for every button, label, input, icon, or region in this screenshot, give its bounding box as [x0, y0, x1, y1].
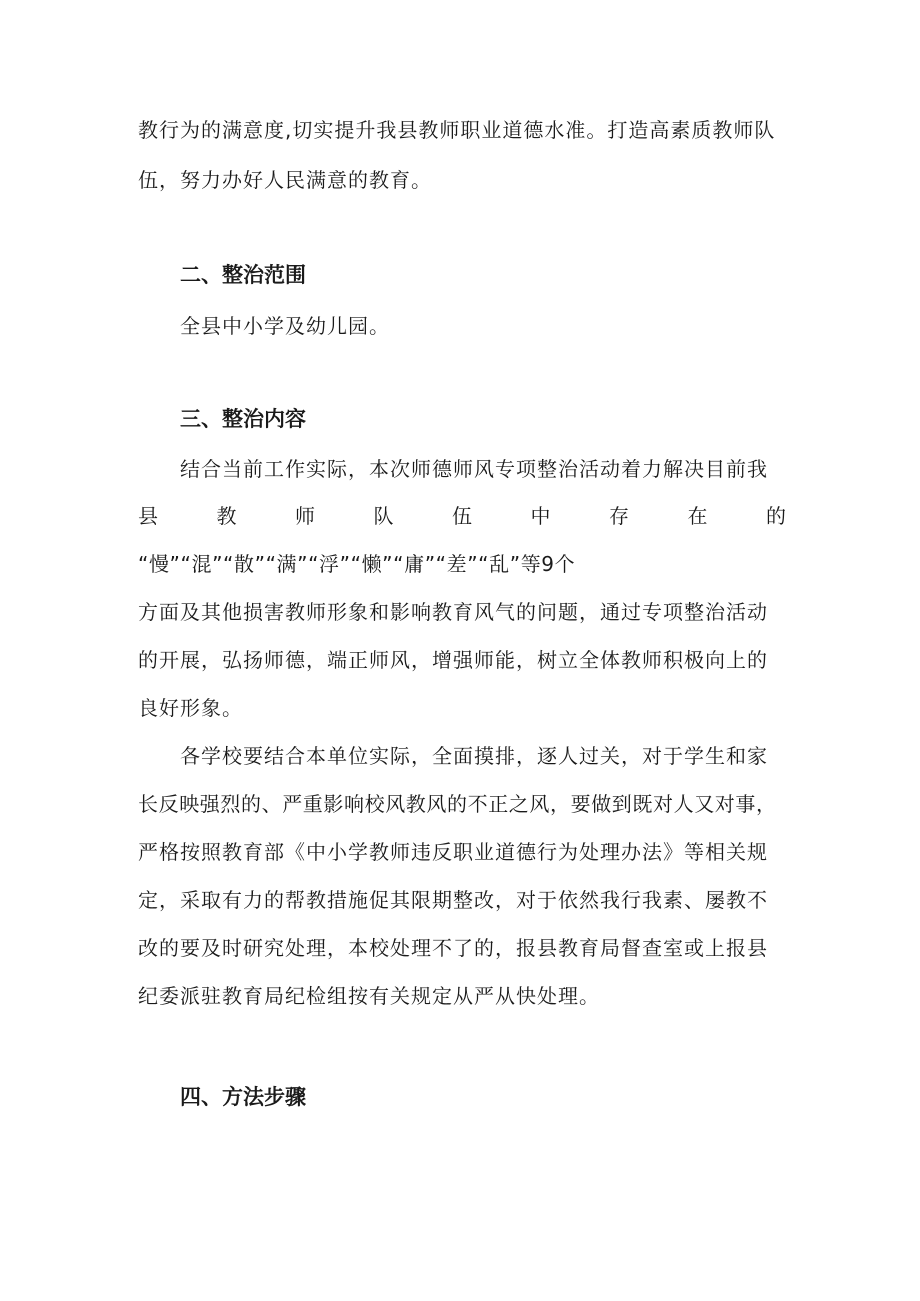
content-p2-line-2: 长反映强烈的、严重影响校风教风的不正之风，要做到既对人又对事，	[138, 792, 777, 816]
spread-char: 的	[766, 504, 786, 528]
section-heading-scope: 二、整治范围	[180, 263, 306, 287]
content-p1-line-1: 结合当前工作实际，本次师德师风专项整治活动着力解决目前我	[180, 457, 768, 481]
content-p2-line-1: 各学校要结合本单位实际，全面摸排，逐人过关，对于学生和家	[180, 744, 768, 768]
spread-char: 存	[609, 504, 629, 528]
content-p1-line-5: 的开展，弘扬师德，端正师风，增强师能，树立全体教师积极向上的	[138, 648, 768, 672]
section-heading-methods: 四、方法步骤	[180, 1085, 306, 1109]
section-heading-content: 三、整治内容	[180, 407, 306, 431]
intro-line-2: 伍，努力办好人民满意的教育。	[138, 168, 432, 192]
content-p1-line-3: “慢”“混”“散”“满”“浮”“懒”“庸”“差”“乱”等9个	[138, 552, 576, 576]
spread-char: 在	[687, 504, 708, 528]
intro-line-1: 教行为的满意度,切实提升我县教师职业道德水准。打造高素质教师队	[138, 118, 776, 142]
content-p2-line-4: 定，采取有力的帮教措施促其限期整改，对于依然我行我素、屡教不	[138, 888, 768, 912]
spread-char: 教	[216, 504, 237, 528]
spread-char: 中	[530, 504, 551, 528]
spread-char: 县	[138, 504, 158, 528]
spread-char: 队	[373, 504, 394, 528]
content-p1-line-6: 良好形象。	[138, 696, 243, 720]
spread-char: 伍	[452, 504, 472, 528]
content-p2-line-3: 严格按照教育部《中小学教师违反职业道德行为处理办法》等相关规	[138, 840, 768, 864]
content-p1-line-4: 方面及其他损害教师形象和影响教育风气的问题，通过专项整治活动	[138, 600, 768, 624]
spread-char: 师	[295, 504, 315, 528]
content-p2-line-5: 改的要及时研究处理，本校处理不了的，报县教育局督查室或上报县	[138, 936, 768, 960]
content-p2-line-6: 纪委派驻教育局纪检组按有关规定从严从快处理。	[138, 984, 600, 1008]
scope-text: 全县中小学及幼儿园。	[180, 314, 390, 338]
content-p1-line-2	[138, 504, 786, 528]
